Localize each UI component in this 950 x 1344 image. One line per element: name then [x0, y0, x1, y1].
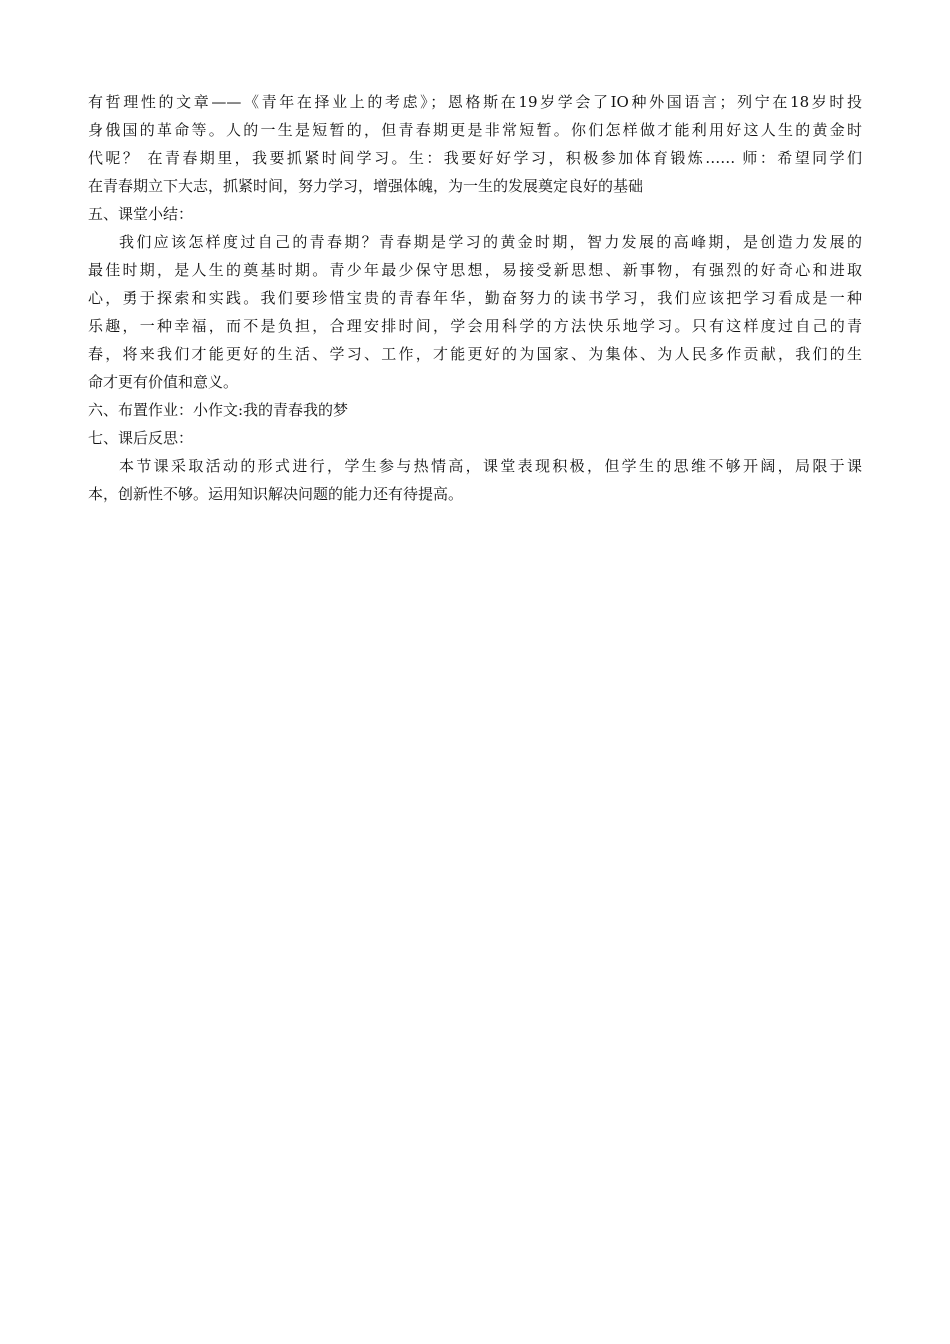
paragraph-line: 在青春期立下大志，抓紧时间，努力学习，增强体魄，为一生的发展奠定良好的基础 [88, 177, 644, 195]
paragraph-line: 我们应该怎样度过自己的青春期？青春期是学习的黄金时期，智力发展的高峰期，是创造力发展的 [119, 233, 862, 251]
paragraph-line: 乐趣，一种幸福，而不是负担，合理安排时间，学会用科学的方法快乐地学习。只有这样度过自己的青 [88, 317, 862, 335]
intro-paragraph [88, 88, 862, 200]
paragraph-line: 本节课采取活动的形式进行，学生参与热情高，课堂表现积极，但学生的思维不够开阔，局限于课 [119, 457, 862, 475]
section-heading: 七、课后反思： [88, 429, 194, 447]
paragraph-line: 命才更有价值和意义。 [88, 373, 239, 391]
section-heading: 六、布置作业：小作文:我的青春我的梦 [88, 401, 349, 419]
paragraph-line: 代呢？ 在青春期里，我要抓紧时间学习。生：我要好好学习，积极参加体育锻炼…… 师：希望同学们 [88, 149, 862, 167]
paragraph-line: 本，创新性不够。运用知识解决问题的能力还有待提高。 [88, 485, 464, 503]
section-heading: 五、课堂小结： [88, 205, 194, 223]
paragraph-line: 春，将来我们才能更好的生活、学习、工作，才能更好的为国家、为集体、为人民多作贡献，我们的生 [88, 345, 862, 363]
paragraph-line: 心，勇于探索和实践。我们要珍惜宝贵的青春年华，勤奋努力的读书学习，我们应该把学习看成是一种 [88, 289, 862, 307]
paragraph-line: 有哲理性的文章——《青年在择业上的考虑》；恩格斯在19岁学会了IO种外国语言；列宁在18岁时投 [88, 93, 862, 111]
section-homework [88, 396, 862, 424]
section-summary [88, 200, 862, 396]
document-page [88, 88, 862, 508]
paragraph-line: 身俄国的革命等。人的一生是短暂的，但青春期更是非常短暂。你们怎样做才能利用好这人生的黄金时 [88, 121, 862, 139]
paragraph-line: 最佳时期，是人生的奠基时期。青少年最少保守思想，易接受新思想、新事物，有强烈的好奇心和进取 [88, 261, 862, 279]
section-reflection [88, 424, 862, 508]
